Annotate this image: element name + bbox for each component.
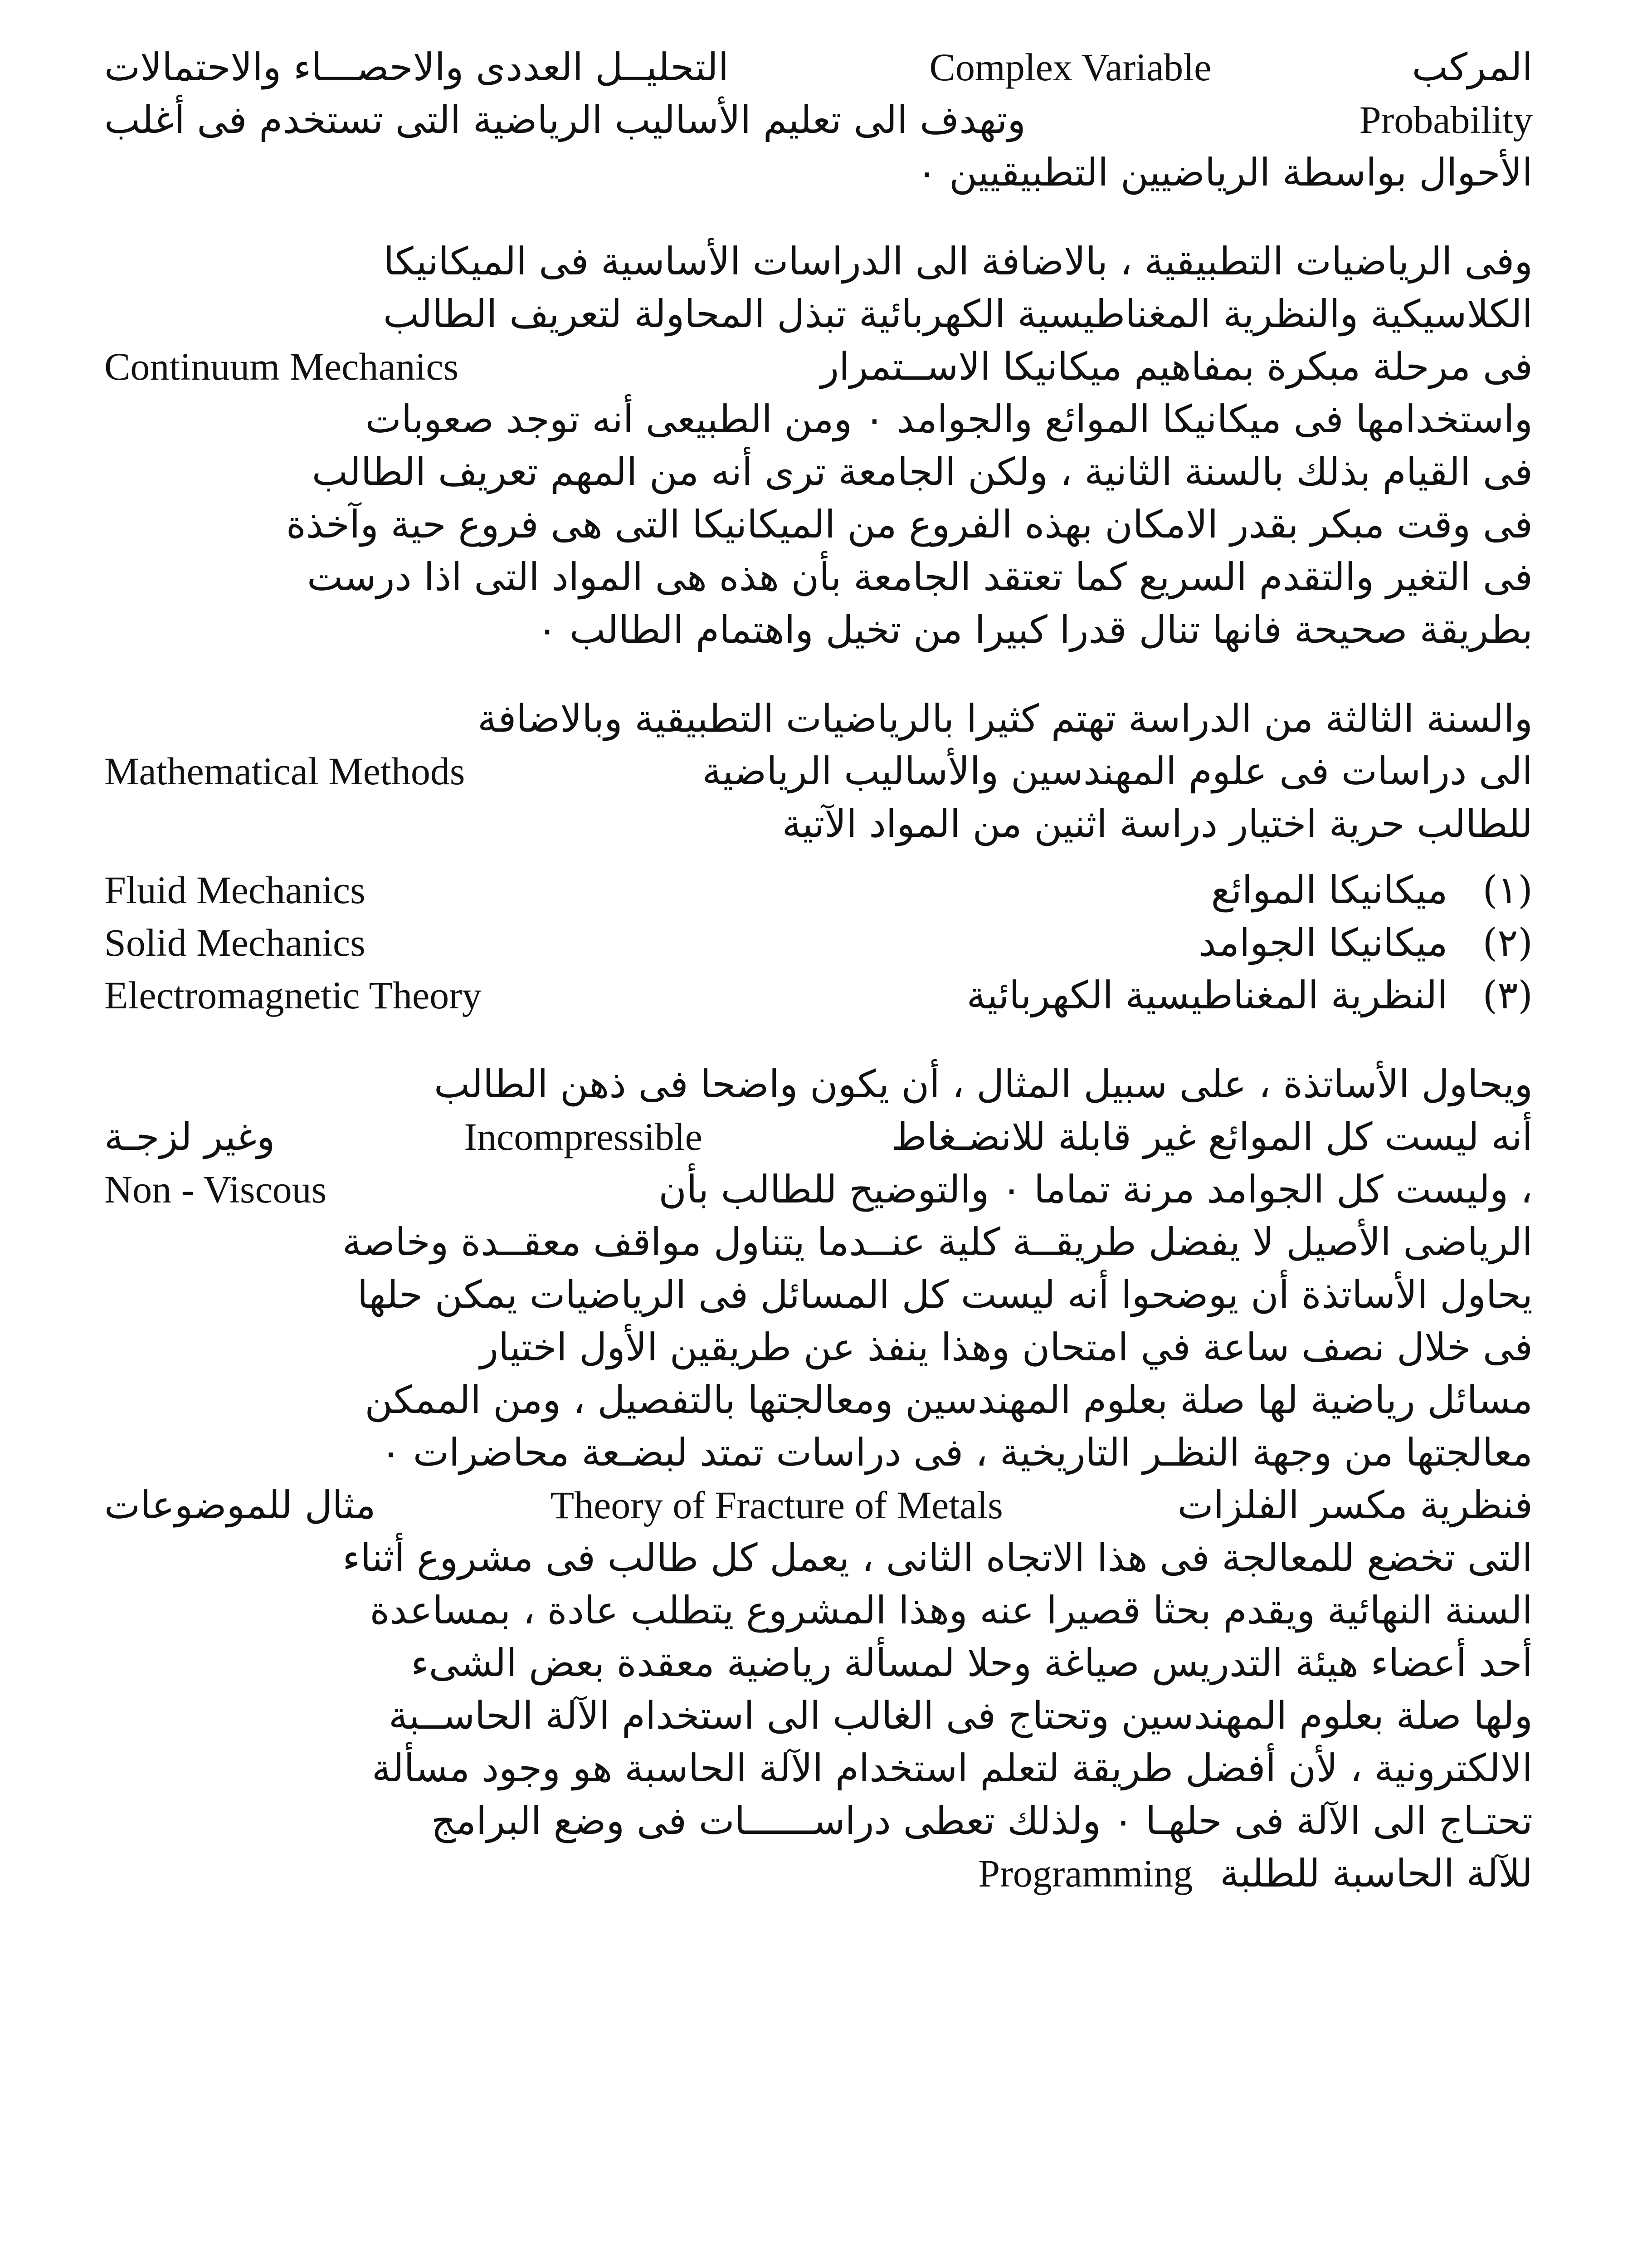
- text-line: الالكترونية ، لأن أفضل طريقة لتعلم استخدام الآلة الحاسبة هو وجود مسألة: [371, 1746, 1533, 1790]
- text-line: ولها صلة بعلوم المهندسين وتحتاج فى الغالب الى استخدام الآلة الحاســبة: [389, 1693, 1533, 1738]
- text-line: الرياضى الأصيل لا يفضل طريقــة كلية عنــدما يتناول مواقف معقــدة وخاصة: [342, 1220, 1533, 1264]
- item-number: (٢): [1482, 920, 1533, 965]
- document-page: [104, 41, 1533, 1900]
- text-line: والسنة الثالثة من الدراسة تهتم كثيرا بالرياضيات التطبيقية وبالاضافة: [478, 696, 1533, 741]
- text-line: وفى الرياضيات التطبيقية ، بالاضافة الى الدراسات الأساسية فى الميكانيكا: [383, 239, 1533, 284]
- arabic-text: فنظرية مكسر الفلزات: [1177, 1483, 1533, 1527]
- subject-item: [104, 916, 1533, 969]
- text-line: [104, 93, 1533, 146]
- text-line: [104, 146, 1533, 199]
- subject-item: [104, 969, 1533, 1022]
- paragraph-gap: [104, 656, 1533, 692]
- text-line: [104, 1110, 1533, 1163]
- text-line: التى تخضع للمعالجة فى هذا الاتجاه الثانى ، يعمل كل طالب فى مشروع أثناء: [342, 1535, 1533, 1580]
- arabic-text: ميكانيكا الجوامد: [1199, 920, 1448, 965]
- paragraph-gap: [104, 199, 1533, 235]
- item-number: (١): [1482, 868, 1533, 912]
- latin-term: Complex Variable: [929, 45, 1212, 89]
- latin-term: Programming: [978, 1852, 1193, 1895]
- text-line: معالجتها من وجهة النظـر التاريخية ، فى دراسات تمتد لبضـعة محاضرات ٠: [380, 1430, 1533, 1475]
- text-line: فى التغير والتقدم السريع كما تعتقد الجامعة بأن هذه هى المواد التى اذا درست: [307, 555, 1533, 599]
- latin-term: Probability: [1359, 98, 1533, 142]
- arabic-text: النظرية المغناطيسية الكهربائية: [966, 973, 1448, 1017]
- paragraph-gap: [104, 1022, 1533, 1058]
- arabic-text: الأحوال بواسطة الرياضيين التطبيقيين ٠: [916, 150, 1533, 195]
- arabic-text: وتهدف الى تعليم الأساليب الرياضية التى تستخدم فى أغلب: [104, 98, 1026, 142]
- text-line: [104, 1847, 1533, 1900]
- latin-term: Continuum Mechanics: [104, 345, 459, 388]
- latin-term: Mathematical Methods: [104, 749, 465, 793]
- arabic-text: المركب: [1412, 45, 1533, 89]
- text-line: السنة النهائية ويقدم بحثا قصيرا عنه وهذا المشروع يتطلب عادة ، بمساعدة: [370, 1588, 1533, 1633]
- text-line: يحاول الأساتذة أن يوضحوا أنه ليست كل المسائل فى الرياضيات يمكن حلها: [357, 1272, 1533, 1317]
- arabic-text: أنه ليست كل الموائع غير قابلة للانضـغاط: [891, 1114, 1533, 1159]
- arabic-text: فى مرحلة مبكرة بمفاهيم ميكانيكا الاســتمرار: [820, 344, 1533, 389]
- text-line: فى القيام بذلك بالسنة الثانية ، ولكن الجامعة ترى أنه من المهم تعريف الطالب: [312, 450, 1533, 494]
- text-line: أحد أعضاء هيئة التدريس صياغة وحلا لمسألة رياضية معقدة بعض الشىء: [411, 1641, 1533, 1685]
- text-line: للطالب حرية اختيار دراسة اثنين من المواد الآتية: [782, 802, 1533, 846]
- text-line: [104, 1479, 1533, 1531]
- text-line: بطريقة صحيحة فانها تنال قدرا كبيرا من تخيل واهتمام الطالب ٠: [537, 607, 1533, 652]
- item-number: (٣): [1482, 973, 1533, 1017]
- text-line: تحتـاج الى الآلة فى حلهـا ٠ ولذلك تعطى دراســــــات فى وضع البرامج: [431, 1799, 1533, 1843]
- arabic-text: وغير لزجـة: [104, 1114, 275, 1159]
- text-line: فى وقت مبكر بقدر الامكان بهذه الفروع من الميكانيكا التى هى فروع حية وآخذة: [286, 502, 1533, 547]
- arabic-text: التحليــل العددى والاحصـــاء والاحتمالات: [104, 45, 729, 89]
- latin-term: Electromagnetic Theory: [104, 973, 482, 1017]
- arabic-text: للآلة الحاسبة للطلبة: [1220, 1851, 1533, 1896]
- latin-term: Incompressible: [464, 1115, 702, 1158]
- text-line: الكلاسيكية والنظرية المغناطيسية الكهربائية تبذل المحاولة لتعريف الطالب: [383, 292, 1533, 336]
- subject-item: [104, 864, 1533, 916]
- latin-term: Solid Mechanics: [104, 921, 365, 964]
- paragraph-gap: [104, 850, 1533, 864]
- arabic-text: مثال للموضوعات: [104, 1483, 376, 1527]
- text-line: [104, 340, 1533, 393]
- arabic-text: ، وليست كل الجوامد مرنة تماما ٠ والتوضيح للطالب بأن: [658, 1167, 1533, 1212]
- text-line: [104, 1163, 1533, 1216]
- text-line: [104, 41, 1533, 93]
- text-line: مسائل رياضية لها صلة بعلوم المهندسين ومعالجتها بالتفصيل ، ومن الممكن: [365, 1378, 1533, 1422]
- latin-term: Theory of Fracture of Metals: [550, 1483, 1003, 1527]
- text-line: ويحاول الأساتذة ، على سبيل المثال ، أن يكون واضحا فى ذهن الطالب: [434, 1062, 1533, 1106]
- arabic-text: ميكانيكا الموائع: [1211, 868, 1448, 912]
- latin-term: Non - Viscous: [104, 1168, 327, 1211]
- latin-term: Fluid Mechanics: [104, 868, 365, 912]
- arabic-text: الى دراسات فى علوم المهندسين والأساليب الرياضية: [702, 749, 1533, 793]
- text-line: [104, 745, 1533, 797]
- text-line: فى خلال نصف ساعة في امتحان وهذا ينفذ عن طريقين الأول اختيار: [480, 1325, 1533, 1369]
- text-line: واستخدامها فى ميكانيكا الموائع والجوامد ٠ ومن الطبيعى أنه توجد صعوبات: [365, 397, 1533, 441]
